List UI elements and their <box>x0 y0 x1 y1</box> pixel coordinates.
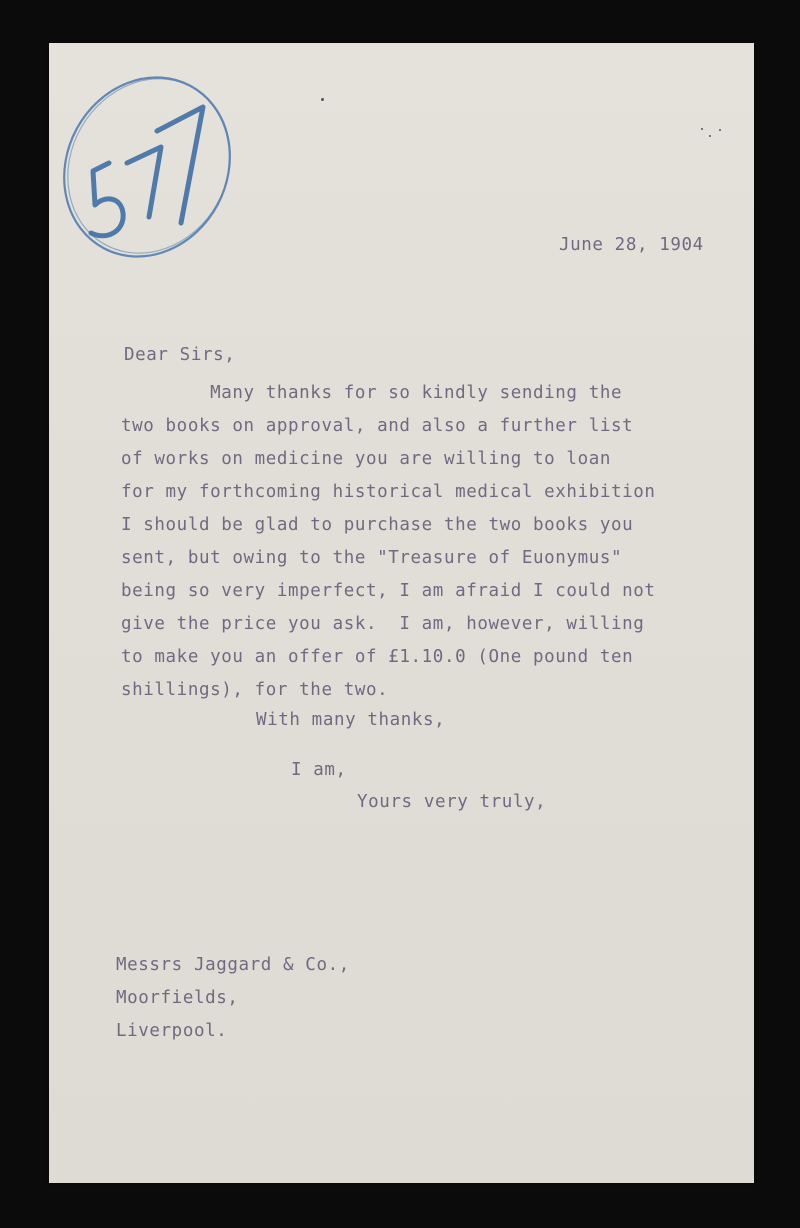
recipient-address-line: Moorfields, <box>116 988 239 1008</box>
body-line: sent, but owing to the "Treasure of Euonymus" <box>121 548 623 568</box>
body-line: Many thanks for so kindly sending the <box>121 383 623 403</box>
recipient-address-line: Messrs Jaggard & Co., <box>116 955 350 975</box>
letter-date: June 28, 1904 <box>559 235 704 255</box>
paper-speck <box>701 128 703 130</box>
paper-speck <box>709 135 711 137</box>
body-line: give the price you ask. I am, however, willing <box>121 614 645 634</box>
letter-page <box>49 43 754 1183</box>
recipient-address-line: Liverpool. <box>116 1021 228 1041</box>
closing-i-am: I am, <box>291 760 347 780</box>
closing-thanks: With many thanks, <box>256 710 446 730</box>
paper-speck <box>321 98 324 101</box>
body-line: I should be glad to purchase the two books you <box>121 515 634 535</box>
body-line: for my forthcoming historical medical exhibition <box>121 482 656 502</box>
closing-signoff: Yours very truly, <box>357 792 547 812</box>
body-line: to make you an offer of £1.10.0 (One pound ten <box>121 647 634 667</box>
letter-salutation: Dear Sirs, <box>124 345 236 365</box>
blue-pencil-number-annotation <box>57 67 233 267</box>
body-line: two books on approval, and also a further list <box>121 416 634 436</box>
body-line: being so very imperfect, I am afraid I could not <box>121 581 656 601</box>
body-line: of works on medicine you are willing to loan <box>121 449 611 469</box>
body-line: shillings), for the two. <box>121 680 389 700</box>
paper-speck <box>719 129 721 131</box>
